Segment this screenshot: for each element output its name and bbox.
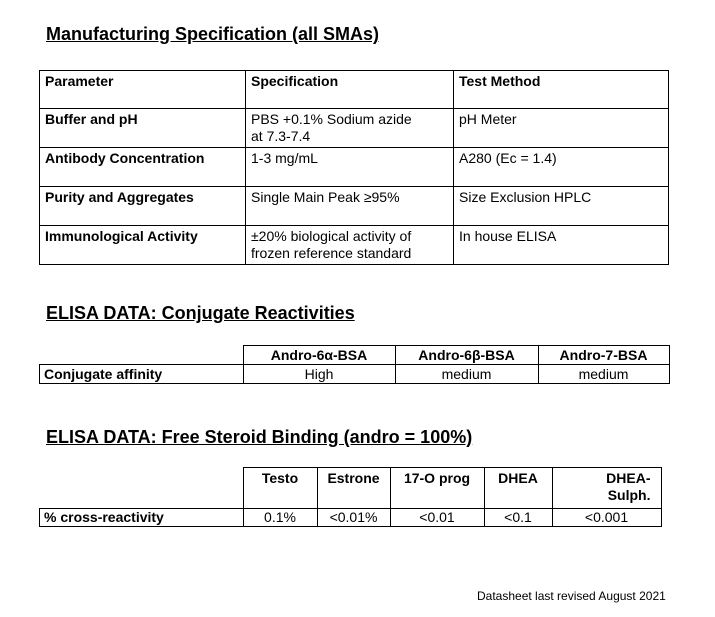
header-parameter: Parameter xyxy=(40,71,246,109)
header-test-method: Test Method xyxy=(454,71,669,109)
parameter-cell: Immunological Activity xyxy=(40,226,246,265)
header-17-o-prog: 17-O prog xyxy=(390,468,484,509)
value-cell: High xyxy=(243,365,395,384)
value-cell: <0.1 xyxy=(484,509,552,527)
table-row xyxy=(40,109,669,148)
header-andro-6b-bsa: Andro-6β-BSA xyxy=(395,346,538,365)
specification-cell xyxy=(246,148,454,187)
empty-cell xyxy=(40,346,244,365)
table-row xyxy=(40,365,670,384)
value-cell: <0.01% xyxy=(317,509,390,527)
spec-line: frozen reference standard xyxy=(251,245,412,261)
value-cell: medium xyxy=(538,365,669,384)
spec-line: at 7.3-7.4 xyxy=(251,128,311,144)
free-steroid-table xyxy=(39,467,662,527)
header-andro-7-bsa: Andro-7-BSA xyxy=(538,346,669,365)
table-row xyxy=(40,226,669,265)
row-label: Conjugate affinity xyxy=(40,365,244,384)
header-testo: Testo xyxy=(243,468,317,509)
value-cell: <0.001 xyxy=(552,509,661,527)
header-estrone: Estrone xyxy=(317,468,390,509)
specification-cell xyxy=(246,187,454,226)
spec-line: ±20% biological activity of xyxy=(251,228,412,244)
table-header-row xyxy=(40,71,669,109)
spec-line: 1-3 mg/mL xyxy=(251,150,318,166)
table-header-row xyxy=(40,346,670,365)
table-row xyxy=(40,187,669,226)
test-method-cell: Size Exclusion HPLC xyxy=(454,187,669,226)
value-cell: 0.1% xyxy=(243,509,317,527)
row-label: % cross-reactivity xyxy=(40,509,244,527)
manufacturing-spec-table xyxy=(39,70,669,265)
header-specification: Specification xyxy=(246,71,454,109)
table-header-row xyxy=(40,468,662,509)
parameter-cell: Antibody Concentration xyxy=(40,148,246,187)
parameter-cell: Buffer and pH xyxy=(40,109,246,148)
table-row xyxy=(40,148,669,187)
header-andro-6a-bsa: Andro-6α-BSA xyxy=(243,346,395,365)
header-line: DHEA- xyxy=(606,470,651,486)
conjugate-reactivity-table xyxy=(39,345,670,384)
value-cell: <0.01 xyxy=(390,509,484,527)
manufacturing-heading: Manufacturing Specification (all SMAs) xyxy=(46,24,380,44)
test-method-cell: In house ELISA xyxy=(454,226,669,265)
header-dhea: DHEA xyxy=(484,468,552,509)
test-method-cell: pH Meter xyxy=(454,109,669,148)
empty-cell xyxy=(40,468,244,509)
table-row xyxy=(40,509,662,527)
free-steroid-heading: ELISA DATA: Free Steroid Binding (andro = 100%) xyxy=(46,427,473,447)
specification-cell xyxy=(246,226,454,265)
spec-line: PBS +0.1% Sodium azide xyxy=(251,111,412,127)
header-dhea-sulph xyxy=(552,468,661,509)
header-line: Sulph. xyxy=(607,487,651,503)
value-cell: medium xyxy=(395,365,538,384)
specification-cell xyxy=(246,109,454,148)
conjugate-heading: ELISA DATA: Conjugate Reactivities xyxy=(46,303,355,323)
test-method-cell: A280 (Ec = 1.4) xyxy=(454,148,669,187)
spec-line: Single Main Peak ≥95% xyxy=(251,189,400,205)
parameter-cell: Purity and Aggregates xyxy=(40,187,246,226)
revision-footer: Datasheet last revised August 2021 xyxy=(477,589,666,603)
